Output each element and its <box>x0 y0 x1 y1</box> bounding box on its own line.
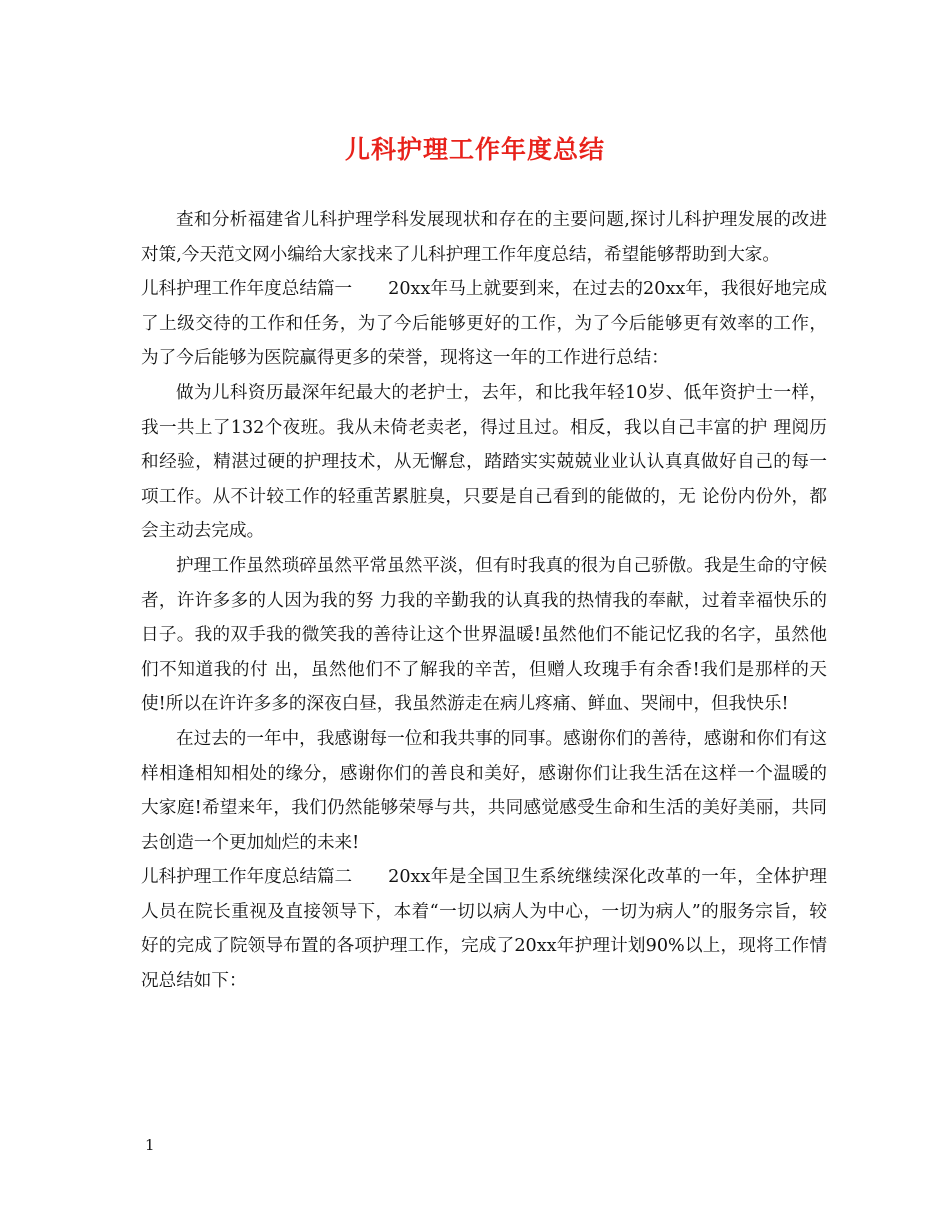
section-text: 20xx年马上就要到来，在过去的20xx年，我很好地完成了上级交待的工作和任务，为了今后能够更好的工作，为了今后能够更有效率的工作，为了今后能够为医院赢得更多的荣誉，现将这一年的工作进行总结： <box>141 279 827 369</box>
section-two-paragraph <box>141 860 827 998</box>
section-heading: 儿科护理工作年度总结篇二 <box>141 867 353 888</box>
body-paragraph: 护理工作虽然琐碎虽然平常虽然平淡，但有时我真的很为自己骄傲。我是生命的守候者，许许多多的人因为我的努 力我的辛勤我的认真我的热情我的奉献，过着幸福快乐的日子。我的双手我的微笑我的善待让这个世界温暖!虽然他们不能记忆我的名字，虽然他们不知道我的付 出，虽然他们不了解我的辛苦，但赠人玫瑰手有余香!我们是那样的天使!所以在许许多多的深夜白昼，我虽然游走在病儿疼痛、鲜血、哭闹中，但我快乐! <box>141 555 827 715</box>
section-heading: 儿科护理工作年度总结篇一 <box>141 279 353 300</box>
document-title: 儿科护理工作年度总结 <box>344 135 605 164</box>
document-body <box>141 203 827 999</box>
page-number: 1 <box>145 1136 155 1154</box>
body-paragraph: 做为儿科资历最深年纪最大的老护士，去年，和比我年轻10岁、低年资护士一样，我一共上了132个夜班。我从未倚老卖老，得过且过。相反，我以自己丰富的护 理阅历和经验，精湛过硬的护理技术，从无懈怠，踏踏实实兢兢业业认认真真做好自己的每一项工作。从不计较工作的轻重苦累脏臭，只要是自己看到的能做的，无 论份内份外，都会主动去完成。 <box>141 382 827 542</box>
intro-paragraph: 查和分析福建省儿科护理学科发展现状和存在的主要问题,探讨儿科护理发展的改进对策,今天范文网小编给大家找来了儿科护理工作年度总结，希望能够帮助到大家。 <box>141 210 827 265</box>
section-text: 20xx年是全国卫生系统继续深化改革的一年，全体护理人员在院长重视及直接领导下，本着“一切以病人为中心，一切为病人”的服务宗旨，较好的完成了院领导布置的各项护理工作，完成了20xx年护理计划90%以上，现将工作情况总结如下： <box>141 867 827 992</box>
body-paragraph: 在过去的一年中，我感谢每一位和我共事的同事。感谢你们的善待，感谢和你们有这样相逢相知相处的缘分，感谢你们的善良和美好，感谢你们让我生活在这样一个温暖的大家庭!希望来年，我们仍然能够荣辱与共，共同感觉感受生命和生活的美好美丽，共同去创造一个更加灿烂的未来! <box>141 728 827 853</box>
section-one-paragraph <box>141 272 827 376</box>
